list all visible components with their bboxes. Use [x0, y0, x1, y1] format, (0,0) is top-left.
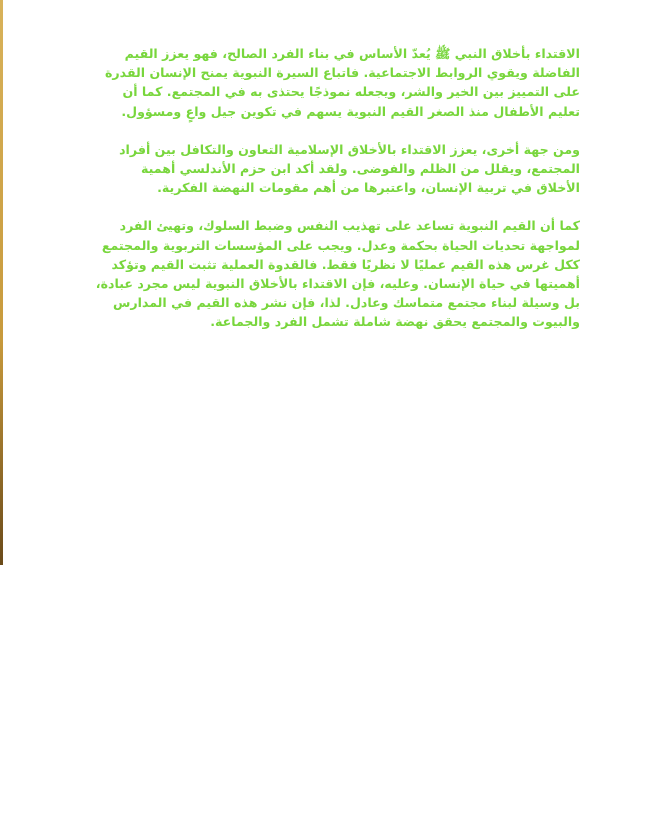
paragraph-3: كما أن القيم النبوية تساعد على تهذيب النفس وضبط السلوك، وتهيئ الفرد لمواجهة تحديات الحياة بحكمة وعدل. ويجب على المؤسسات التربوية والمجتمع ككل غرس هذه القيم عمليًا لا نظريًا فقط. فالقدوة العملية تثبت القيم وتؤكد أهميتها في حياة الإنسان. وعليه، فإن الاقتداء بالأخلاق النبوية ليس مجرد عبادة، بل وسيلة لبناء مجتمع متماسك وعادل. لذا، فإن نشر هذه القيم في المدارس والبيوت والمجتمع يحقق نهضة شاملة تشمل الفرد والجماعة. — [95, 218, 580, 330]
paragraph-2: ومن جهة أخرى، يعزز الاقتداء بالأخلاق الإسلامية التعاون والتكافل بين أفراد المجتمع، ويقلل من الظلم والفوضى. ولقد أكد ابن حزم الأندلسي أهمية الأخلاق في تربية الإنسان، واعتبرها من أهم مقومات النهضة الفكرية. — [119, 141, 580, 196]
paragraph-1: الاقتداء بأخلاق النبي ﷺ يُعدّ الأساس في بناء الفرد الصالح، فهو يعزز القيم الفاضلة ويقوي الروابط الاجتماعية. فاتباع السيرة النبوية يمنح الإنسان القدرة على التمييز بين الخير والشر، ويجعله نموذجًا يحتذى به في المجتمع. كما أن تعليم الأطفال منذ الصغر القيم النبوية يسهم في تكوين جيل واعٍ ومسؤول. — [104, 46, 580, 119]
page-edge-accent — [0, 0, 3, 565]
article-body — [95, 44, 580, 332]
